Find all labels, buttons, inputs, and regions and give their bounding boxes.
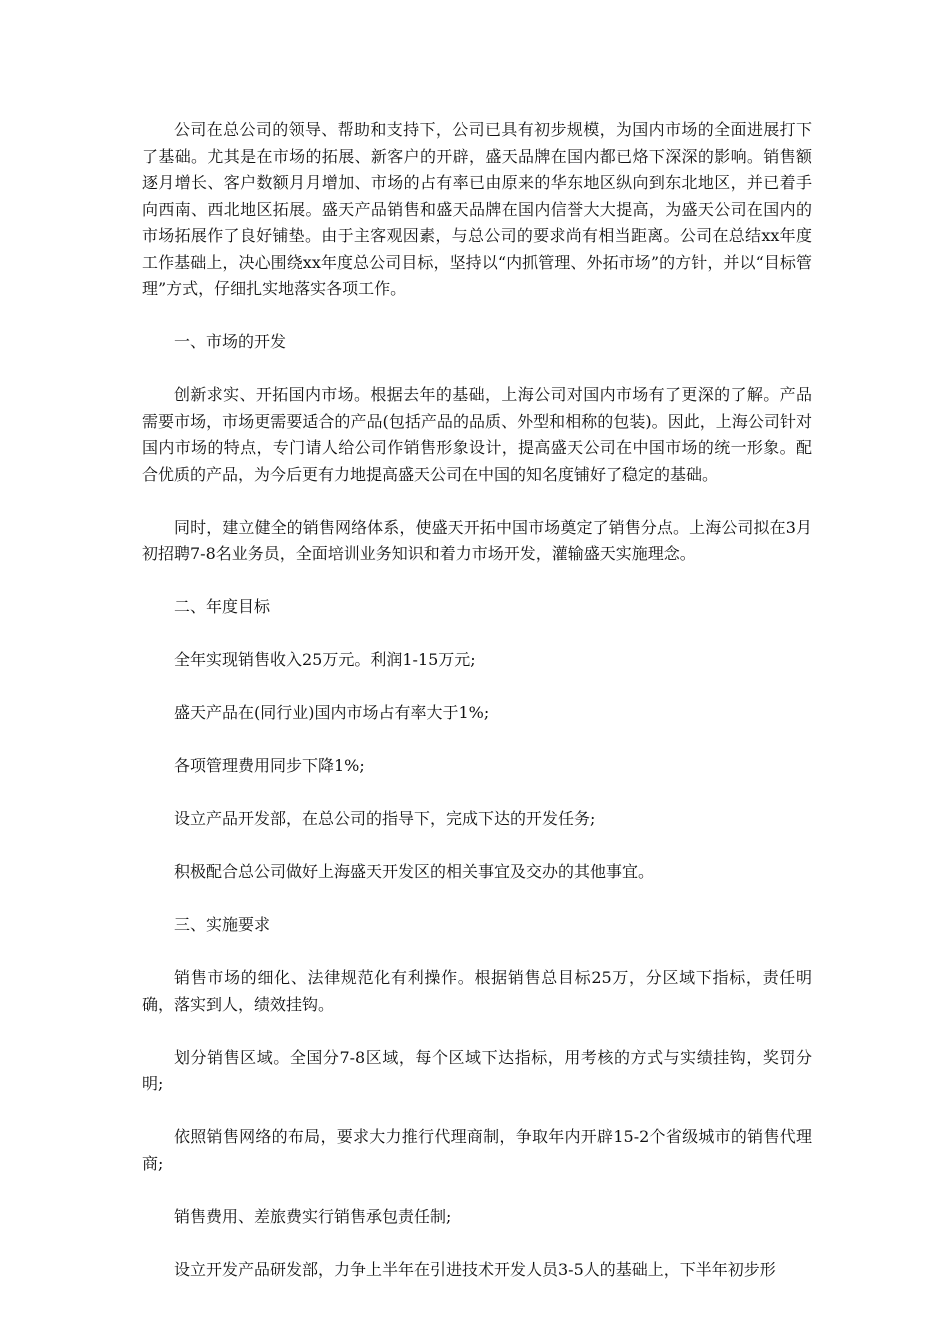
paragraph-gap: [142, 621, 812, 648]
paragraph-gap: [142, 356, 812, 383]
goal-item-3: 各项管理费用同步下降1%;: [174, 756, 365, 775]
paragraph-gap: [142, 568, 812, 595]
paragraph-gap: [142, 1230, 812, 1257]
implementation-item-1: 销售市场的细化、法律规范化有利操作。根据销售总目标25万，分区域下指标，责任明确，落实到人，绩效挂钩。: [142, 968, 812, 1014]
document-body: [142, 117, 812, 1283]
paragraph-gap: [142, 1098, 812, 1125]
paragraph-gap: [142, 488, 812, 515]
paragraph-gap: [142, 727, 812, 754]
paragraph-gap: [142, 674, 812, 701]
section-heading-market-development: 一、市场的开发: [174, 332, 287, 351]
section-heading-implementation: 三、实施要求: [174, 915, 271, 934]
paragraph-gap: [142, 833, 812, 860]
paragraph-gap: [142, 780, 812, 807]
goal-item-5: 积极配合总公司做好上海盛天开发区的相关事宜及交办的其他事宜。: [174, 862, 655, 881]
intro-paragraph: 公司在总公司的领导、帮助和支持下，公司已具有初步规模，为国内市场的全面进展打下了基础。尤其是在市场的拓展、新客户的开辟，盛天品牌在国内都已烙下深深的影响。销售额逐月增长、客户数额月月增加、市场的占有率已由原来的华东地区纵向到东北地区，并已着手向西南、西北地区拓展。盛天产品销售和盛天品牌在国内信誉大大提高，为盛天公司在国内的市场拓展作了良好铺垫。由于主客观因素，与总公司的要求尚有相当距离。公司在总结xx年度工作基础上，决心围绕xx年度总公司目标，坚持以“内抓管理、外拓市场”的方针，并以“目标管理”方式，仔细扎实地落实各项工作。: [142, 120, 812, 298]
goal-item-2: 盛天产品在(同行业)国内市场占有率大于1%;: [174, 703, 490, 722]
implementation-item-5: 设立开发产品研发部，力争上半年在引进技术开发人员3-5人的基础上，下半年初步形: [174, 1259, 776, 1279]
implementation-item-2: 划分销售区域。全国分7-8区域，每个区域下达指标，用考核的方式与实绩挂钩，奖罚分明;: [142, 1047, 812, 1093]
market-paragraph-2: 同时，建立健全的销售网络体系，使盛天开拓中国市场奠定了销售分点。上海公司拟在3月初招聘7-8名业务员，全面培训业务知识和着力市场开发，灌输盛天实施理念。: [142, 517, 812, 563]
section-heading-annual-goals: 二、年度目标: [174, 597, 271, 616]
implementation-item-4: 销售费用、差旅费实行销售承包责任制;: [174, 1206, 452, 1226]
market-paragraph-1: 创新求实、开拓国内市场。根据去年的基础，上海公司对国内市场有了更深的了解。产品需要市场，市场更需要适合的产品(包括产品的品质、外型和相称的包装)。因此，上海公司针对国内市场的特点，专门请人给公司作销售形象设计，提高盛天公司在中国市场的统一形象。配合优质的产品，为今后更有力地提高盛天公司在中国的知名度铺好了稳定的基础。: [142, 385, 812, 484]
paragraph-gap: [142, 1018, 812, 1045]
implementation-item-3: 依照销售网络的布局，要求大力推行代理商制，争取年内开辟15-2个省级城市的销售代理商;: [142, 1127, 812, 1173]
paragraph-gap: [142, 1177, 812, 1204]
goal-item-4: 设立产品开发部，在总公司的指导下，完成下达的开发任务;: [174, 809, 596, 828]
goal-item-1: 全年实现销售收入25万元。利润1-15万元;: [174, 650, 476, 669]
paragraph-gap: [142, 303, 812, 330]
paragraph-gap: [142, 886, 812, 913]
paragraph-gap: [142, 939, 812, 966]
